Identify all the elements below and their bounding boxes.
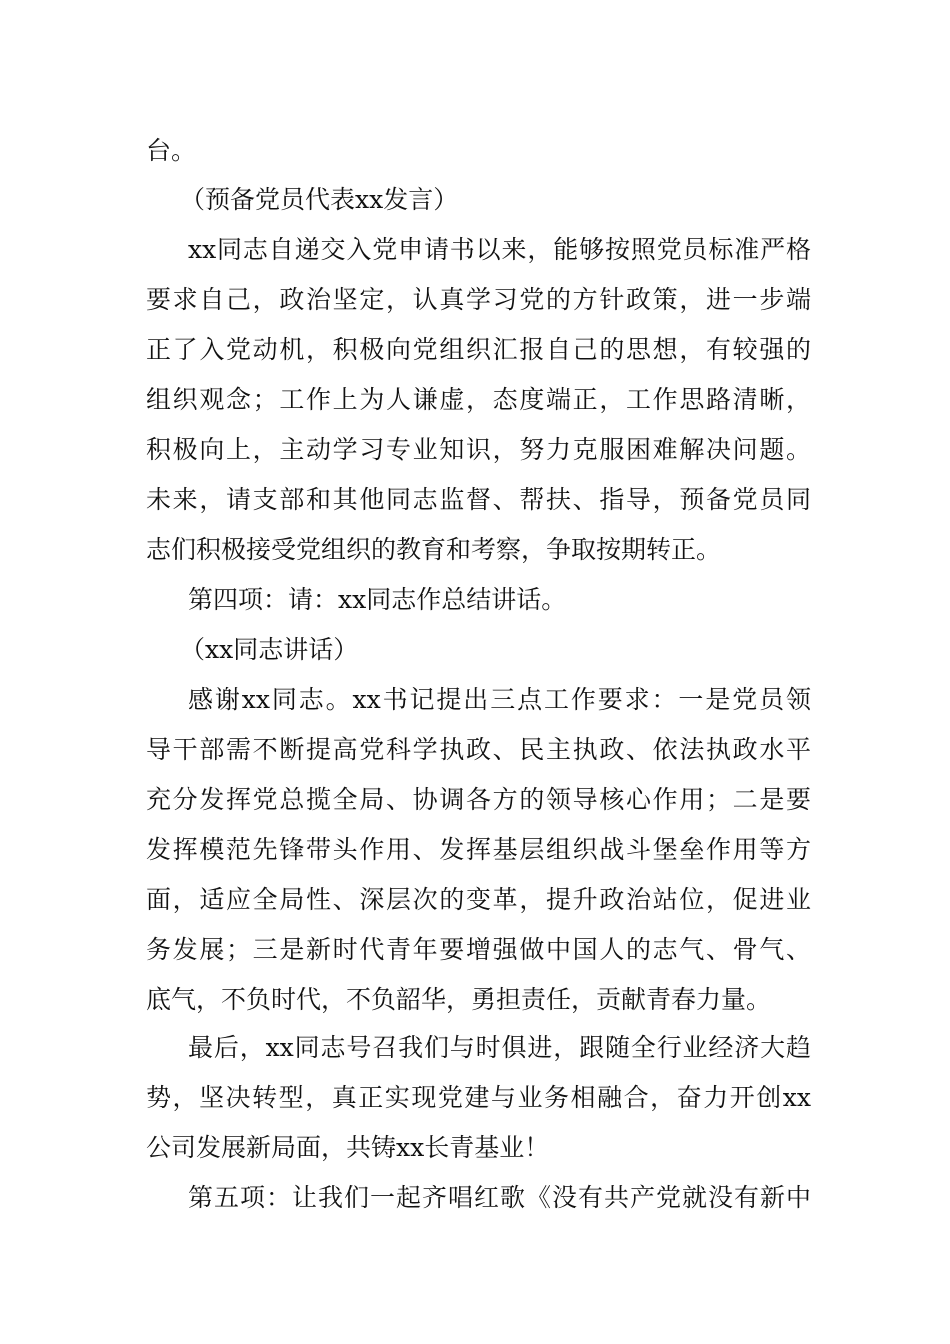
text-line: （预备党员代表xx发言） xyxy=(180,185,459,214)
text-line: 感谢xx同志。xx书记提出三点工作要求：一是党员领 xyxy=(188,685,811,714)
text-line: 第五项：让我们一起齐唱红歌《没有共产党就没有新中 xyxy=(188,1183,811,1212)
text-line: 组织观念；工作上为人谦虚，态度端正，工作思路清晰， xyxy=(146,385,811,414)
text-line: 正了入党动机，积极向党组织汇报自己的思想，有较强的 xyxy=(146,335,811,364)
text-line: 面，适应全局性、深层次的变革，提升政治站位，促进业 xyxy=(146,885,811,914)
text-line: 公司发展新局面，共铸xx长青基业！ xyxy=(146,1133,550,1162)
text-line: 志们积极接受党组织的教育和考察，争取按期转正。 xyxy=(146,535,722,564)
text-line: 积极向上，主动学习专业知识，努力克服困难解决问题。 xyxy=(146,435,811,464)
text-line: 务发展；三是新时代青年要增强做中国人的志气、骨气、 xyxy=(146,935,811,964)
text-line: 第四项：请：xx同志作总结讲话。 xyxy=(188,585,567,614)
text-line: 要求自己，政治坚定，认真学习党的方针政策，进一步端 xyxy=(146,285,811,314)
text-line: （xx同志讲话） xyxy=(180,635,359,664)
text-line: 台。 xyxy=(146,136,197,165)
text-line: 势，坚决转型，真正实现党建与业务相融合，奋力开创xx xyxy=(146,1083,811,1112)
text-line: 发挥模范先锋带头作用、发挥基层组织战斗堡垒作用等方 xyxy=(146,835,811,864)
text-line: 充分发挥党总揽全局、协调各方的领导核心作用；二是要 xyxy=(146,785,811,814)
text-line: 最后，xx同志号召我们与时俱进，跟随全行业经济大趋 xyxy=(188,1033,811,1062)
text-line: xx同志自递交入党申请书以来，能够按照党员标准严格 xyxy=(188,235,811,264)
text-line: 导干部需不断提高党科学执政、民主执政、依法执政水平 xyxy=(146,735,811,764)
text-line: 底气，不负时代，不负韶华，勇担责任，贡献青春力量。 xyxy=(146,985,772,1014)
text-line: 未来，请支部和其他同志监督、帮扶、指导，预备党员同 xyxy=(146,485,811,514)
